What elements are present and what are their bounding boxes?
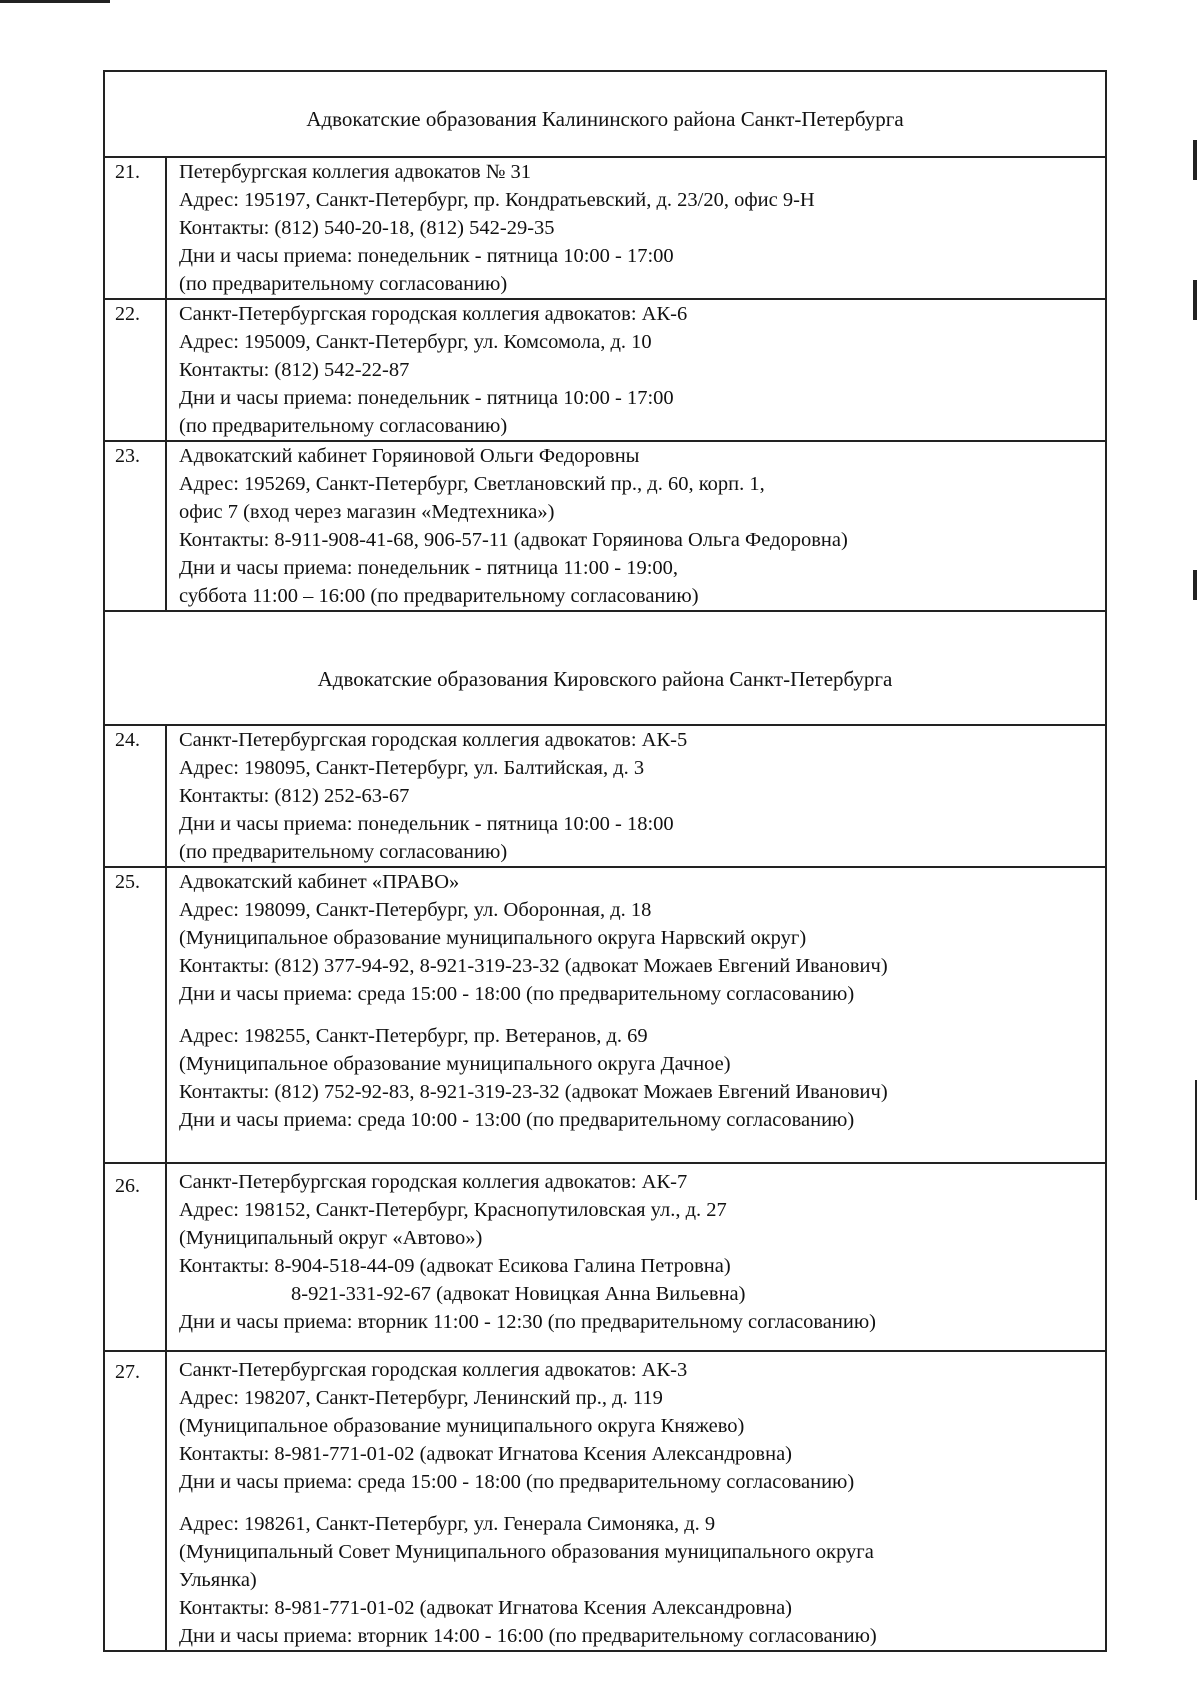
address-block [179,868,1099,1008]
entry-line: (Муниципальное образование муниципального округа Нарвский округ) [179,927,807,949]
entry-line: Контакты: 8-904-518-44-09 (адвокат Есикова Галина Петровна) [179,1255,731,1277]
entry-line: (Муниципальное образование муниципального округа Дачное) [179,1053,731,1075]
section-title: Адвокатские образования Калининского района Санкт-Петербурга [306,107,904,131]
entry-number: 25. [105,868,167,1162]
entry-number: 27. [105,1352,167,1650]
entry-line: Адрес: 198207, Санкт-Петербург, Ленинский пр., д. 119 [179,1387,663,1409]
entry-line: Адрес: 195009, Санкт-Петербург, ул. Комсомола, д. 10 [179,331,652,353]
entry-number: 26. [105,1164,167,1350]
entry-line: Контакты: 8-981-771-01-02 (адвокат Игнатова Ксения Александровна) [179,1597,792,1619]
entry-line: Петербургская коллегия адвокатов № 31 [179,161,532,183]
entry-line: Дни и часы приема: вторник 14:00 - 16:00 (по предварительному согласованию) [179,1625,877,1647]
entry-line: (Муниципальное образование муниципального округа Княжево) [179,1415,745,1437]
entry-content [167,1164,1105,1350]
entry-line: Дни и часы приема: вторник 11:00 - 12:30 (по предварительному согласованию) [179,1311,876,1333]
entry-line: Адрес: 198099, Санкт-Петербург, ул. Оборонная, д. 18 [179,899,652,921]
entry-number: 24. [105,726,167,866]
entry-line: Адвокатский кабинет «ПРАВО» [179,871,460,893]
entry-line: Ульянка) [179,1569,257,1591]
table-row [103,442,1107,612]
address-block [179,1356,1099,1496]
entry-line: Дни и часы приема: среда 10:00 - 13:00 (по предварительному согласованию) [179,1109,855,1131]
entry-line: Санкт-Петербургская городская коллегия адвокатов: АК-7 [179,1171,688,1193]
entry-line: Дни и часы приема: понедельник - пятница 11:00 - 19:00, [179,557,679,579]
entry-line: Дни и часы приема: среда 15:00 - 18:00 (по предварительному согласованию) [179,1471,855,1493]
section-title: Адвокатские образования Кировского района Санкт-Петербурга [317,667,893,691]
entry-line: (по предварительному согласованию) [179,841,508,863]
entry-number: 22. [105,300,167,440]
entry-line: Адрес: 195269, Санкт-Петербург, Светлановский пр., д. 60, корп. 1, [179,473,765,495]
table-row [103,726,1107,868]
entry-line: суббота 11:00 – 16:00 (по предварительному согласованию) [179,585,699,607]
section-header-row [103,612,1107,726]
lawyers-table [103,70,1107,1652]
entry-line: Контакты: 8-981-771-01-02 (адвокат Игнатова Ксения Александровна) [179,1443,792,1465]
entry-line: Адрес: 198152, Санкт-Петербург, Краснопутиловская ул., д. 27 [179,1199,727,1221]
entry-line: Контакты: (812) 252-63-67 [179,785,410,807]
entry-content [167,442,1105,610]
entry-content [167,868,1105,1162]
scan-edge-mark [1195,1080,1197,1200]
entry-content [167,300,1105,440]
entry-line: Санкт-Петербургская городская коллегия адвокатов: АК-6 [179,303,688,325]
entry-line: Дни и часы приема: среда 15:00 - 18:00 (по предварительному согласованию) [179,983,855,1005]
entry-line: Контакты: (812) 377-94-92, 8-921-319-23-32 (адвокат Можаев Евгений Иванович) [179,955,888,977]
entry-line: Дни и часы приема: понедельник - пятница 10:00 - 17:00 [179,387,674,409]
table-row [103,1164,1107,1352]
entry-line: Адрес: 198095, Санкт-Петербург, ул. Балтийская, д. 3 [179,757,645,779]
entry-line: Контакты: (812) 752-92-83, 8-921-319-23-32 (адвокат Можаев Евгений Иванович) [179,1081,888,1103]
section-header-row [103,70,1107,158]
entry-line: Контакты: 8-911-908-41-68, 906-57-11 (адвокат Горяинова Ольга Федоровна) [179,529,848,551]
entry-line: Санкт-Петербургская городская коллегия адвокатов: АК-3 [179,1359,688,1381]
entry-line: Адвокатский кабинет Горяиновой Ольги Федоровны [179,445,640,467]
scan-edge-mark [1193,570,1197,600]
entry-line: Дни и часы приема: понедельник - пятница 10:00 - 18:00 [179,813,674,835]
table-row [103,868,1107,1164]
entry-line: Дни и часы приема: понедельник - пятница 10:00 - 17:00 [179,245,674,267]
entry-content [167,1352,1105,1650]
entry-line: офис 7 (вход через магазин «Медтехника») [179,501,555,523]
entry-line: (по предварительному согласованию) [179,273,508,295]
entry-content [167,726,1105,866]
address-block [179,1022,1099,1134]
entry-line: Адрес: 195197, Санкт-Петербург, пр. Кондратьевский, д. 23/20, офис 9-Н [179,189,815,211]
address-block [179,1510,1099,1650]
scan-edge-mark [1193,140,1197,180]
scan-edge-mark [0,0,110,3]
entry-line: Контакты: (812) 540-20-18, (812) 542-29-35 [179,217,555,239]
entry-line: (Муниципальный округ «Автово») [179,1227,483,1249]
entry-line: Адрес: 198255, Санкт-Петербург, пр. Ветеранов, д. 69 [179,1025,648,1047]
entry-line: (Муниципальный Совет Муниципального образования муниципального округа [179,1541,874,1563]
table-row [103,158,1107,300]
entry-line: 8-921-331-92-67 (адвокат Новицкая Анна Вильевна) [291,1283,746,1305]
scan-edge-mark [1193,280,1197,320]
table-row [103,300,1107,442]
entry-number: 23. [105,442,167,610]
entry-line: Контакты: (812) 542-22-87 [179,359,410,381]
entry-content [167,158,1105,298]
entry-line: Адрес: 198261, Санкт-Петербург, ул. Генерала Симоняка, д. 9 [179,1513,716,1535]
entry-line: Санкт-Петербургская городская коллегия адвокатов: АК-5 [179,729,688,751]
table-row [103,1352,1107,1652]
entry-number: 21. [105,158,167,298]
entry-line: (по предварительному согласованию) [179,415,508,437]
